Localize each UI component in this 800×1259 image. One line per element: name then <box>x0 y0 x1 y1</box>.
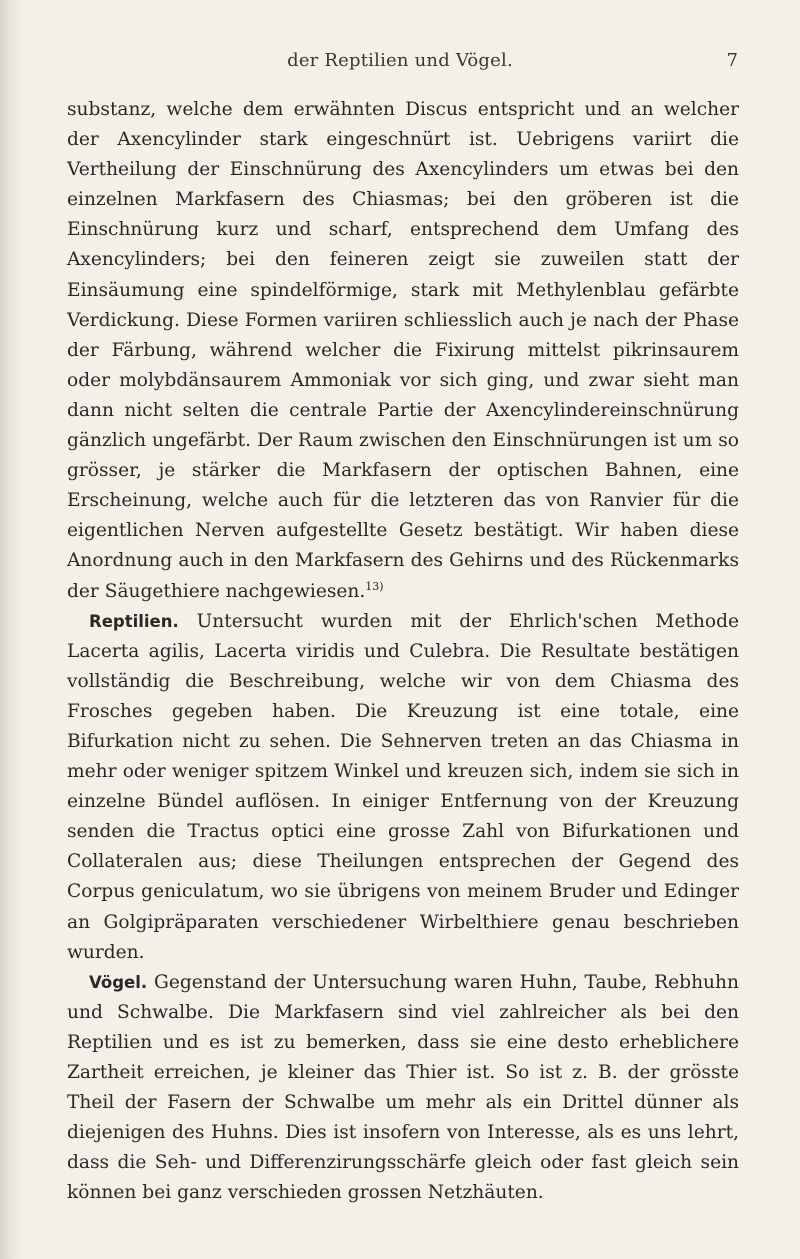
paragraph-text: Gegenstand der Untersuchung waren Huhn, Taube, Rebhuhn und Schwalbe. Die Markfasern sind viel zahlreicher als bei den Reptilien und es ist zu bemerken, dass sie eine desto erheblichere Zartheit erreichen, je kleiner das Thier ist. So ist z. B. der grösste Theil der Fasern der Schwalbe um mehr als ein Drittel dünner als diejenigen des Huhns. Dies ist insofern von Interesse, als es uns lehrt, dass die Seh- und Differenzirungsschärfe gleich oder fast gleich sein können bei ganz verschieden grossen Netzhäuten. <box>67 971 739 1204</box>
paragraph-text: Untersucht wurden mit der Ehrlich'schen Methode Lacerta agilis, Lacerta viridis und Culebra. Die Resultate bestätigen vollständig die Beschreibung, welche wir von dem Chiasma des Frosches gegeben haben. Die Kreuzung ist eine totale, eine Bifurkation nicht zu sehen. Die Sehnerven treten an das Chiasma in mehr oder weniger spitzem Winkel und kreuzen sich, indem sie sich in einzelne Bündel auflösen. In einiger Entfernung von der Kreuzung senden die Tractus optici eine grosse Zahl von Bifurkationen und Collateralen aus; diese Theilungen entsprechen der Gegend des Corpus geniculatum, wo sie übrigens von meinem Bruder und Edinger an Golgipräparaten verschiedener Wirbelthiere genau beschrieben wurden. <box>67 610 739 963</box>
page-edge-shadow <box>0 0 24 1259</box>
paragraph-voegel <box>67 968 739 1209</box>
paragraph-continuation <box>67 95 739 607</box>
paragraph-text: substanz, welche dem erwähnten Discus entspricht und an welcher der Axencylinder stark eingeschnürt ist. Uebrigens variirt die Vertheilung der Einschnürung des Axencylinders um etwas bei den einzelnen Markfasern des Chiasmas; bei den gröberen ist die Einschnürung kurz und scharf, entsprechend dem Umfang des Axencylinders; bei den feineren zeigt sie zuweilen statt der Einsäumung eine spindelförmige, stark mit Methylenblau gefärbte Verdickung. Diese Formen variiren schliesslich auch je nach der Phase der Färbung, während welcher die Fixirung mittelst pikrinsaurem oder molybdänsaurem Ammoniak vor sich ging, und zwar sieht man dann nicht selten die centrale Partie der Axencylindereinschnürung gänzlich ungefärbt. Der Raum zwischen den Einschnürungen ist um so grösser, je stärker die Markfasern der optischen Bahnen, eine Erscheinung, welche auch für die letzteren das von Ranvier für die eigentlichen Nerven aufgestellte Gesetz bestätigt. Wir haben diese Anordnung auch in den Markfasern des Gehirns und des Rückenmarks der Säugethiere nachgewiesen. <box>67 99 739 602</box>
footnote-reference: 13) <box>365 579 384 593</box>
running-title: der Reptilien und Vögel. <box>287 50 513 71</box>
body-text <box>67 95 739 1208</box>
paragraph-reptilien <box>67 607 739 968</box>
section-heading-voegel: Vögel. <box>89 972 148 992</box>
page-number: 7 <box>726 50 738 71</box>
page-header <box>0 50 800 80</box>
section-heading-reptilien: Reptilien. <box>89 611 179 631</box>
